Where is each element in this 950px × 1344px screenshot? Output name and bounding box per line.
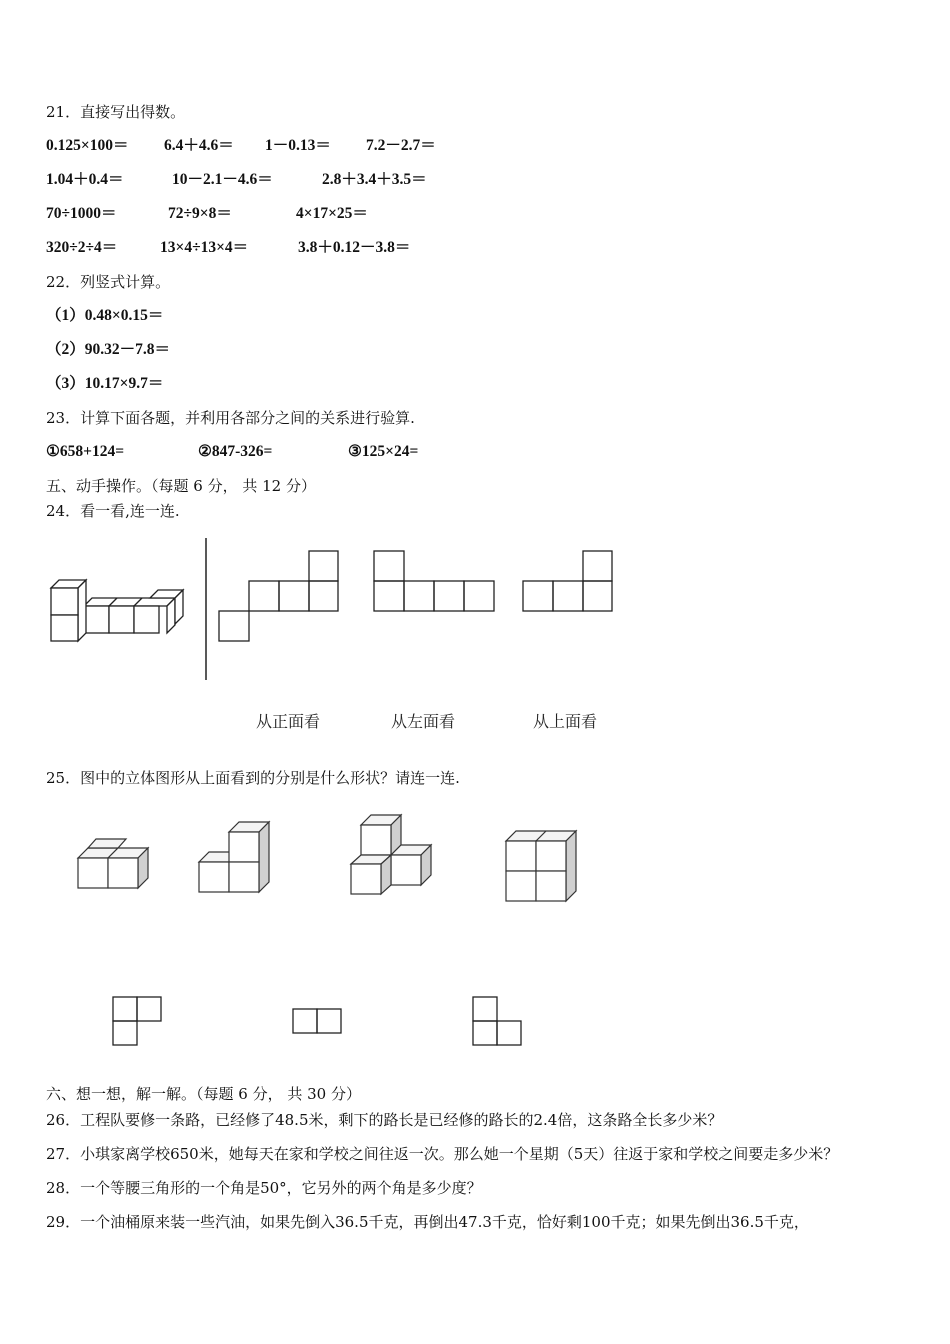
q21-r4-c2: 13×4÷13×4＝ <box>160 239 249 256</box>
q25-title: 25．图中的立体图形从上面看到的分别是什么形状？请连一连. <box>46 769 460 787</box>
q21-r2-c3: 2.8＋3.4＋3.5＝ <box>322 171 427 188</box>
q21-title: 21．直接写出得数。 <box>46 103 186 121</box>
q21-r1-c2: 6.4＋4.6＝ <box>164 137 234 154</box>
q25-solid-4 <box>506 831 576 901</box>
q24-view-1 <box>219 551 338 641</box>
q21-r1-c3: 1－0.13＝ <box>265 137 331 154</box>
q25-solid-2 <box>199 822 269 892</box>
q27-text: 27．小琪家离学校650米，她每天在家和学校之间往返一次。那么她一个星期（5天）往返于家和学校之间要走多少米？ <box>46 1145 839 1163</box>
q23-title: 23．计算下面各题，并利用各部分之间的关系进行验算. <box>46 409 415 427</box>
q28-text: 28．一个等腰三角形的一个角是50°，它另外的两个角是多少度？ <box>46 1179 482 1197</box>
q29-text: 29．一个油桶原来装一些汽油，如果先倒入36.5千克，再倒出47.3千克，恰好剩100千克；如果先倒出36.5千克， <box>46 1213 809 1231</box>
q24-view-3 <box>523 551 612 611</box>
q21-r4-c1: 320÷2÷4＝ <box>46 239 118 256</box>
q22-title: 22．列竖式计算。 <box>46 273 171 291</box>
q21-r2-c1: 1.04＋0.4＝ <box>46 171 124 188</box>
q21-r3-c3: 4×17×25＝ <box>296 205 368 222</box>
q25-solid-1 <box>78 839 148 888</box>
q22-item-3: （3）10.17×9.7＝ <box>46 375 164 392</box>
q21-r1-c1: 0.125×100＝ <box>46 137 129 154</box>
q24-label-left: 从左面看 <box>391 712 456 731</box>
section6-title: 六、想一想，解一解。（每题 6 分， 共 30 分） <box>46 1085 361 1103</box>
q25-view-1 <box>113 997 161 1045</box>
q24-view-2 <box>374 551 494 611</box>
q21-r1-c4: 7.2－2.7＝ <box>366 137 436 154</box>
q22-item-2: （2）90.32－7.8＝ <box>46 341 171 358</box>
q23-item-1: ①658+124= <box>46 443 125 460</box>
q21-r2-c2: 10－2.1－4.6＝ <box>172 171 273 188</box>
q23-item-2: ②847-326= <box>198 443 273 460</box>
q25-view-2 <box>293 1009 341 1033</box>
q21-r3-c1: 70÷1000＝ <box>46 205 117 222</box>
q24-cube-solid <box>51 580 183 641</box>
section5-title: 五、动手操作。（每题 6 分， 共 12 分） <box>46 477 316 495</box>
q21-r3-c2: 72÷9×8＝ <box>168 205 232 222</box>
q21-r4-c3: 3.8＋0.12－3.8＝ <box>298 239 411 256</box>
q25-view-3 <box>473 997 521 1045</box>
q23-item-3: ③125×24= <box>348 443 419 460</box>
q24-title: 24．看一看,连一连. <box>46 502 180 520</box>
q24-label-front: 从正面看 <box>256 712 321 731</box>
q24-label-top: 从上面看 <box>533 712 598 731</box>
q22-item-1: （1）0.48×0.15＝ <box>46 307 164 324</box>
q25-solid-3 <box>351 815 431 894</box>
q26-text: 26．工程队要修一条路，已经修了48.5米，剩下的路长是已经修的路长的2.4倍，这条路全长多少米？ <box>46 1111 723 1129</box>
